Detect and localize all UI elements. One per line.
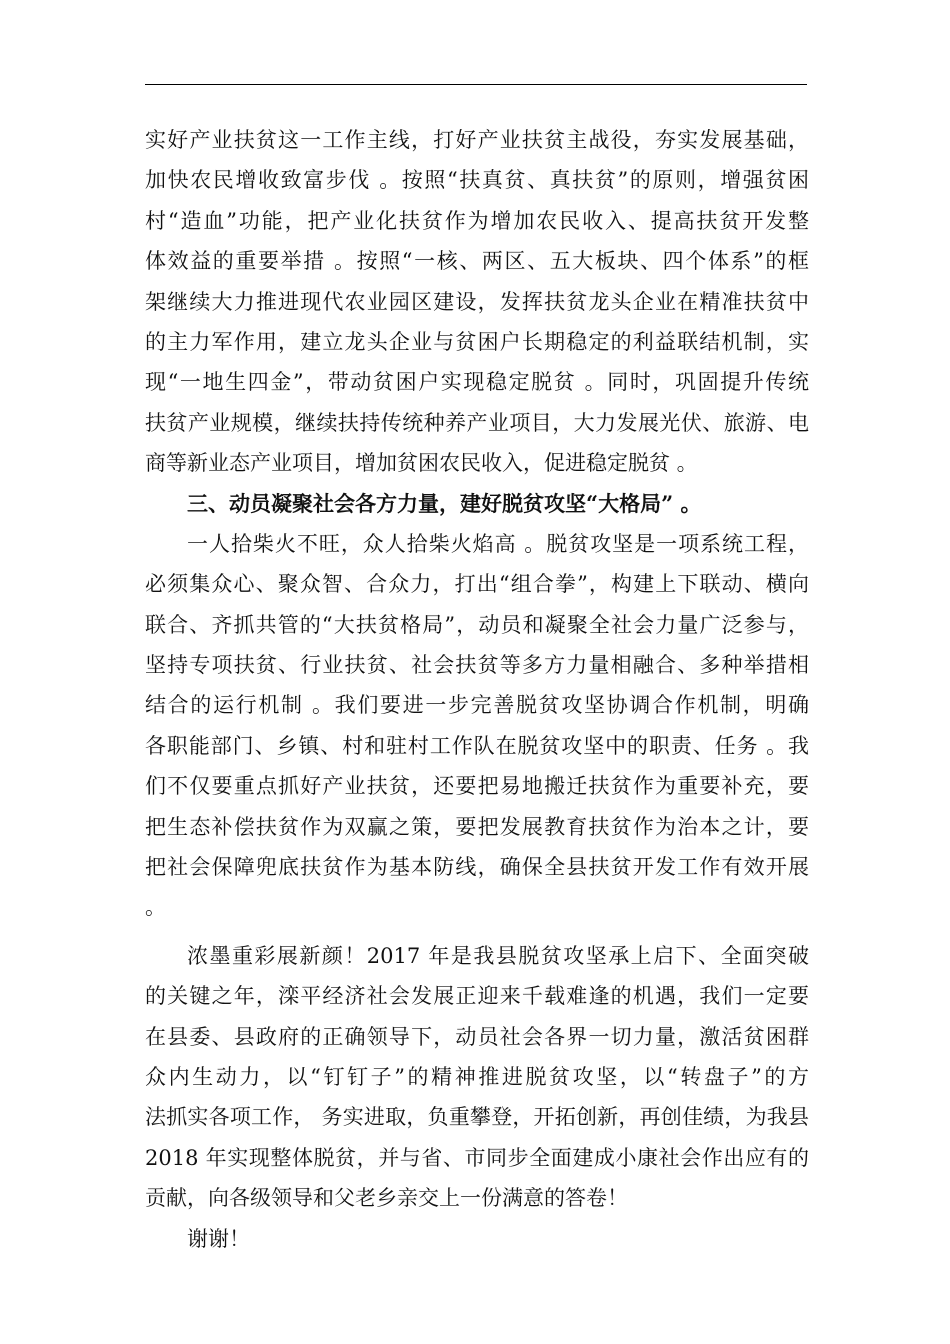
text-line: 把社会保障兜底扶贫作为基本防线，确保全县扶贫开发工作有效开展 xyxy=(145,855,809,880)
text-line: 在县委、县政府的正确领导下，动员社会各界一切力量，激活贫困群 xyxy=(145,1024,809,1049)
text-line: 。 xyxy=(145,895,166,920)
text-line: 加快农民增收致富步伐 。按照“扶真贫、真扶贫”的原则，增强贫困 xyxy=(145,168,809,193)
text-line: 坚持专项扶贫、行业扶贫、社会扶贫等多方力量相融合、多种举措相 xyxy=(145,653,809,678)
text-line: 现“一地生四金”，带动贫困户实现稳定脱贫 。同时，巩固提升传统 xyxy=(145,370,809,395)
paragraph-social-forces xyxy=(145,524,809,928)
paragraph-conclusion xyxy=(145,936,809,1219)
closing-thanks: 谢谢！ xyxy=(187,1226,250,1251)
text-line: 必须集众心、聚众智、合众力，打出“组合拳”，构建上下联动、横向 xyxy=(145,572,809,597)
text-line: 一人拾柴火不旺，众人拾柴火焰高 。脱贫攻坚是一项系统工程， xyxy=(187,531,809,556)
text-line: 结合的运行机制 。我们要进一步完善脱贫攻坚协调合作机制，明确 xyxy=(145,693,809,718)
text-line: 们不仅要重点抓好产业扶贫，还要把易地搬迁扶贫作为重要补充，要 xyxy=(145,774,809,799)
text-line: 联合、齐抓共管的“大扶贫格局”，动员和凝聚全社会力量广泛参与， xyxy=(145,612,809,637)
text-line: 商等新业态产业项目，增加贫困农民收入，促进稳定脱贫 。 xyxy=(145,451,698,476)
text-line: 浓墨重彩展新颜！2017 年是我县脱贫攻坚承上启下、全面突破 xyxy=(187,943,809,968)
text-line: 扶贫产业规模，继续扶持传统种养产业项目，大力发展光伏、旅游、电 xyxy=(145,410,809,435)
text-line: 把生态补偿扶贫作为双赢之策，要把发展教育扶贫作为治本之计，要 xyxy=(145,814,809,839)
paragraph-industry-poverty xyxy=(145,120,809,484)
text-line: 法抓实各项工作， 务实进取，负重攀登，开拓创新，再创佳绩，为我县 xyxy=(145,1105,809,1130)
text-line: 各职能部门、乡镇、村和驻村工作队在脱贫攻坚中的职责、任务 。我 xyxy=(145,733,809,758)
text-line: 架继续大力推进现代农业园区建设，发挥扶贫龙头企业在精准扶贫中 xyxy=(145,289,809,314)
text-line: 村“造血”功能，把产业化扶贫作为增加农民收入、提高扶贫开发整 xyxy=(145,208,809,233)
text-line: 的主力军作用，建立龙头企业与贫困户长期稳定的利益联结机制，实 xyxy=(145,329,809,354)
text-line: 2018 年实现整体脱贫，并与省、市同步全面建成小康社会作出应有的 xyxy=(145,1145,809,1170)
text-line: 众内生动力，以“钉钉子”的精神推进脱贫攻坚，以“转盘子”的方 xyxy=(145,1064,809,1089)
text-line: 的关键之年，滦平经济社会发展正迎来千载难逢的机遇，我们一定要 xyxy=(145,984,809,1009)
text-line: 贡献，向各级领导和父老乡亲交上一份满意的答卷！ xyxy=(145,1186,628,1211)
text-line: 体效益的重要举措 。按照“一核、两区、五大板块、四个体系”的框 xyxy=(145,249,809,274)
document-body xyxy=(145,120,809,1259)
paragraph-gap xyxy=(145,928,809,936)
header-rule xyxy=(145,84,807,85)
section-heading: 三、动员凝聚社会各方力量，建好脱贫攻坚“大格局” 。 xyxy=(187,490,702,516)
text-line: 实好产业扶贫这一工作主线，打好产业扶贫主战役，夯实发展基础， xyxy=(145,128,809,152)
